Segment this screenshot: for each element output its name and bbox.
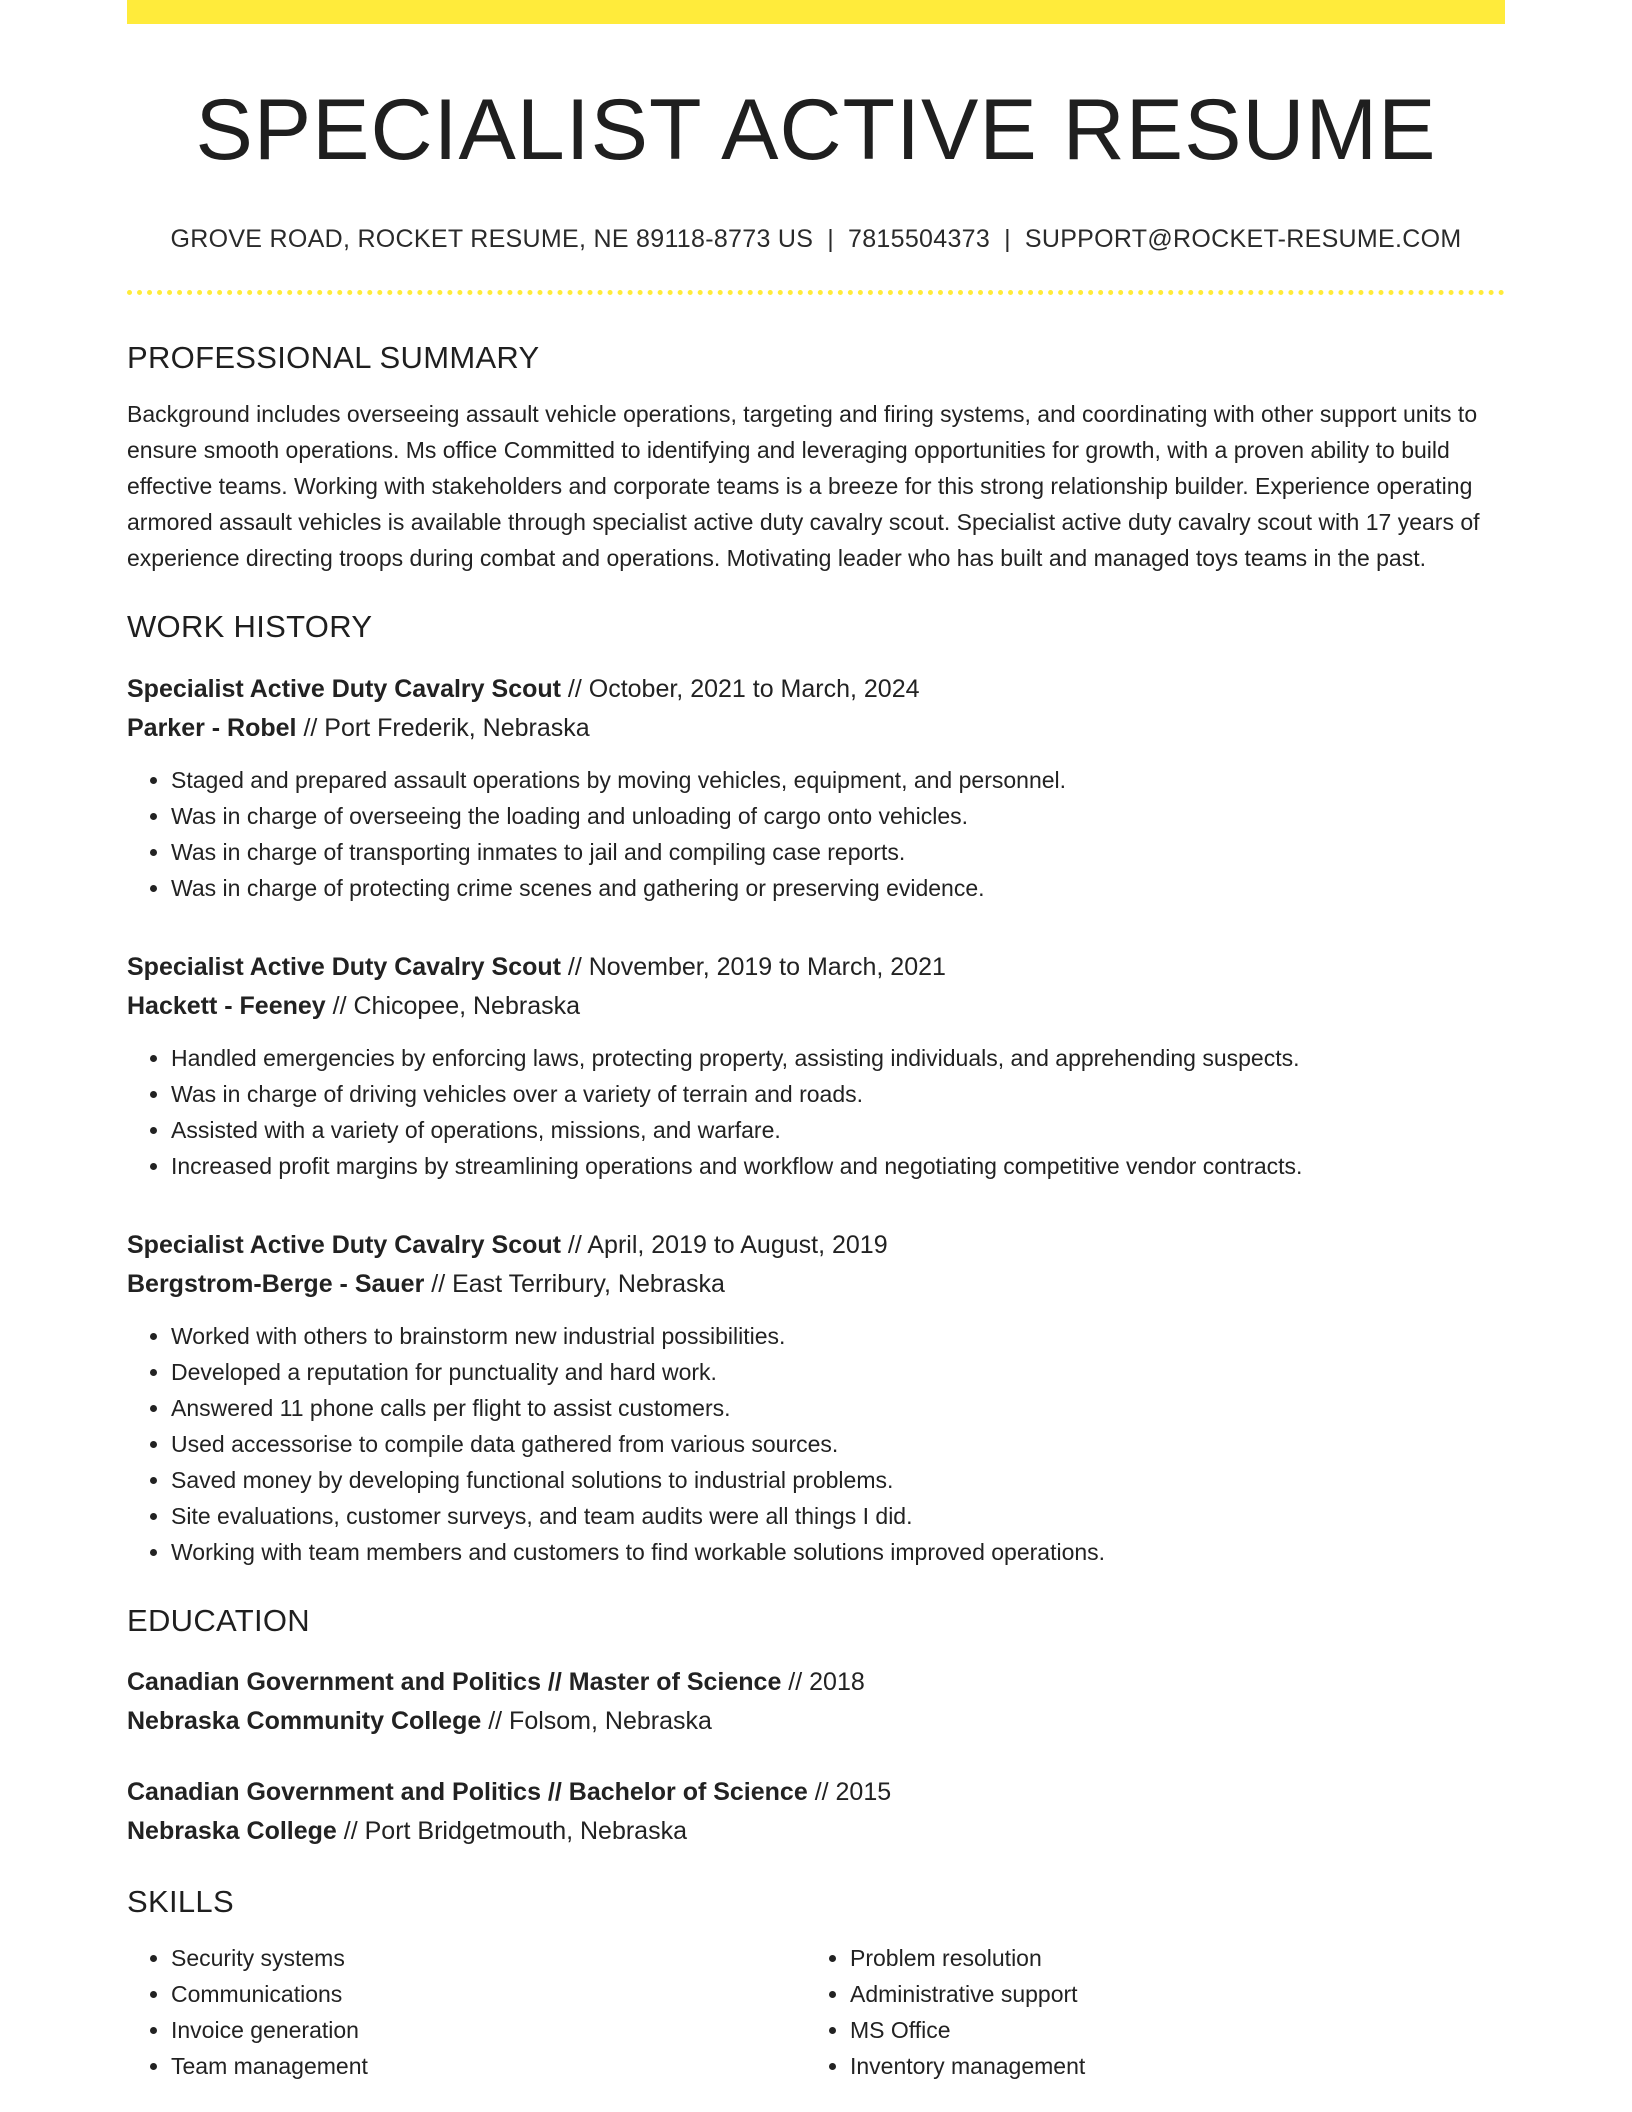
- job-dates: // November, 2019 to March, 2021: [560, 952, 946, 981]
- job-entry: [127, 948, 1505, 1184]
- job-role: Specialist Active Duty Cavalry Scout: [127, 952, 561, 981]
- job-duty: • Saved money by developing functional solutions to industrial problems.: [171, 1462, 1505, 1498]
- job-location: // East Terribury, Nebraska: [424, 1269, 725, 1298]
- education-school: Nebraska Community College: [127, 1706, 482, 1735]
- job-entry: [127, 670, 1505, 906]
- education-entry: [127, 1773, 1505, 1851]
- job-entry: [127, 1226, 1505, 1570]
- job-duty: • Was in charge of driving vehicles over a variety of terrain and roads.: [171, 1076, 1505, 1112]
- resume-title: SPECIALIST ACTIVE RESUME: [195, 82, 1437, 178]
- job-duty: • Was in charge of transporting inmates to jail and compiling case reports.: [171, 834, 1505, 870]
- job-duty: • Worked with others to brainstorm new industrial possibilities.: [171, 1318, 1505, 1354]
- job-dates: // October, 2021 to March, 2024: [560, 674, 920, 703]
- job-duty: • Working with team members and customers to find workable solutions improved operations.: [171, 1534, 1505, 1570]
- summary-text: Background includes overseeing assault vehicle operations, targeting and firing systems, and coordinating with other support units to ensure smooth operations. Ms office Committed to identifying and leveraging opportunities for growth, with a proven ability to build effective teams. Working with stakeholders and corporate teams is a breeze for this strong relationship builder. Experience operating armored assault vehicles is available through specialist active duty cavalry scout. Specialist active duty cavalry scout with 17 years of experience directing troops during combat and operations. Motivating leader who has built and managed toys teams in the past.: [127, 401, 1480, 572]
- job-duty: • Increased profit margins by streamlining operations and workflow and negotiating competitive vendor contracts.: [171, 1148, 1505, 1184]
- job-company: Parker - Robel: [127, 713, 297, 742]
- job-duties: [127, 1040, 1505, 1184]
- skill-item: • Inventory management: [850, 2048, 1485, 2084]
- education-year: // 2018: [781, 1667, 865, 1696]
- skills-list-left: [127, 1940, 806, 2084]
- education-location: // Port Bridgetmouth, Nebraska: [336, 1816, 687, 1845]
- education-heading: EDUCATION: [127, 1602, 310, 1638]
- education-degree-line: [127, 1773, 1505, 1812]
- contact-email[interactable]: SUPPORT@ROCKET-RESUME.COM: [1024, 225, 1462, 254]
- contact-line: [127, 224, 1505, 254]
- job-duty: • Handled emergencies by enforcing laws, protecting property, assisting individuals, and apprehending suspects.: [171, 1040, 1505, 1076]
- job-location: // Port Frederik, Nebraska: [296, 713, 590, 742]
- education-degree-line: [127, 1663, 1505, 1702]
- skill-item: • Administrative support: [850, 1976, 1485, 2012]
- job-duties: [127, 762, 1505, 906]
- job-duty: • Answered 11 phone calls per flight to assist customers.: [171, 1390, 1505, 1426]
- job-duty: • Was in charge of protecting crime scenes and gathering or preserving evidence.: [171, 870, 1505, 906]
- education-degree: Canadian Government and Politics // Bachelor of Science: [127, 1777, 808, 1806]
- education-location: // Folsom, Nebraska: [481, 1706, 712, 1735]
- skill-item: • Communications: [171, 1976, 806, 2012]
- top-accent-bar: [127, 0, 1505, 24]
- job-duty: • Was in charge of overseeing the loading and unloading of cargo onto vehicles.: [171, 798, 1505, 834]
- contact-address: GROVE ROAD, ROCKET RESUME, NE 89118-8773 US: [170, 225, 814, 254]
- contact-separator: |: [827, 225, 835, 254]
- job-role: Specialist Active Duty Cavalry Scout: [127, 674, 561, 703]
- job-company: Bergstrom-Berge - Sauer: [127, 1269, 425, 1298]
- job-duties: [127, 1318, 1505, 1570]
- job-dates: // April, 2019 to August, 2019: [560, 1230, 888, 1259]
- resume-page: [127, 0, 1505, 2084]
- skill-item: • MS Office: [850, 2012, 1485, 2048]
- work-history-heading: WORK HISTORY: [127, 609, 373, 645]
- job-role: Specialist Active Duty Cavalry Scout: [127, 1230, 561, 1259]
- skill-item: • Security systems: [171, 1940, 806, 1976]
- education-year: // 2015: [807, 1777, 892, 1806]
- skill-item: • Team management: [171, 2048, 806, 2084]
- education-school-line: [127, 1702, 1505, 1741]
- job-title-line: [127, 948, 1505, 987]
- skills-heading: SKILLS: [127, 1883, 234, 1919]
- contact-phone: 7815504373: [848, 225, 991, 254]
- job-title-line: [127, 670, 1505, 709]
- dotted-divider: [127, 290, 1505, 295]
- job-company-line: [127, 987, 1505, 1026]
- job-duty: • Site evaluations, customer surveys, and team audits were all things I did.: [171, 1498, 1505, 1534]
- contact-separator: |: [1004, 225, 1011, 254]
- education-school-line: [127, 1812, 1505, 1851]
- education-degree: Canadian Government and Politics // Master of Science: [127, 1667, 782, 1696]
- job-duty: • Developed a reputation for punctuality and hard work.: [171, 1354, 1505, 1390]
- job-company: Hackett - Feeney: [127, 991, 326, 1020]
- education-school: Nebraska College: [127, 1816, 337, 1845]
- summary-heading: PROFESSIONAL SUMMARY: [127, 340, 540, 376]
- skills-list-right: [806, 1940, 1485, 2084]
- skills-columns: [127, 1940, 1505, 2084]
- job-duty: • Staged and prepared assault operations by moving vehicles, equipment, and personnel.: [171, 762, 1505, 798]
- job-duty: • Used accessorise to compile data gathered from various sources.: [171, 1426, 1505, 1462]
- job-company-line: [127, 1265, 1505, 1304]
- education-entry: [127, 1663, 1505, 1741]
- job-company-line: [127, 709, 1505, 748]
- job-title-line: [127, 1226, 1505, 1265]
- skill-item: • Invoice generation: [171, 2012, 806, 2048]
- skill-item: • Problem resolution: [850, 1940, 1485, 1976]
- job-duty: • Assisted with a variety of operations, missions, and warfare.: [171, 1112, 1505, 1148]
- job-location: // Chicopee, Nebraska: [325, 991, 580, 1020]
